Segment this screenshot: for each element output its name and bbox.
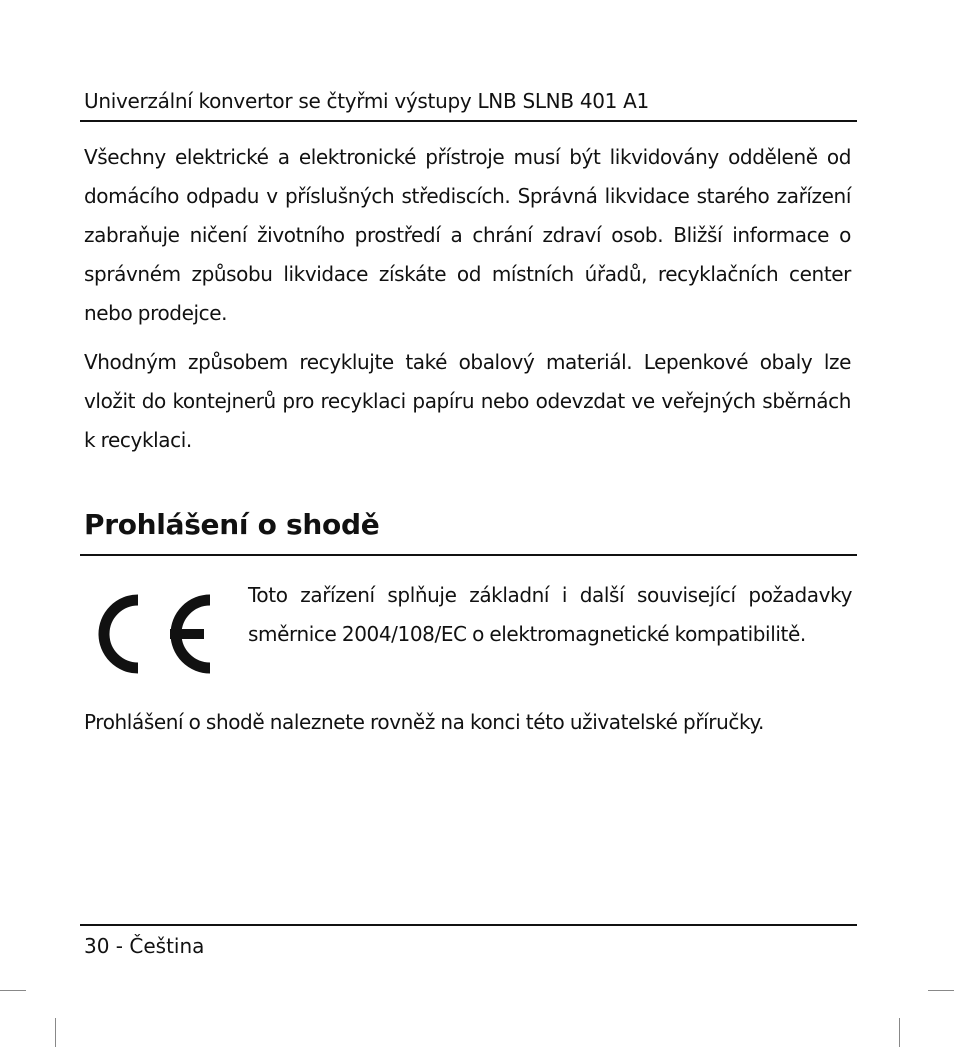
footer-page-label: 30 - Čeština — [84, 934, 205, 958]
header-rule — [80, 120, 857, 122]
conformity-closing-text: Prohlášení o shodě naleznete rovněž na konci této uživatelské příručky. — [84, 710, 765, 734]
disposal-paragraph-2: Vhodným způsobem recyklujte také obalový materiál. Lepenkové obaly lze vložit do kontejnerů pro recyklaci papíru nebo odevzdat ve veřejných sběrnách k recyklaci. — [84, 350, 851, 452]
ce-compliance-text: Toto zařízení splňuje základní i další související požadavky směrnice 2004/108/EC o elektromagnetické kompatibilitě. — [248, 583, 852, 646]
ce-mark-icon — [86, 588, 216, 680]
crop-mark-left-horizontal — [0, 990, 26, 991]
footer-rule — [80, 924, 857, 926]
section-rule — [80, 554, 857, 556]
section-heading: Prohlášení o shodě — [84, 508, 380, 541]
crop-mark-right-vertical — [899, 1018, 900, 1047]
crop-mark-right-horizontal — [928, 990, 954, 991]
header-title: Univerzální konvertor se čtyřmi výstupy LNB SLNB 401 A1 — [84, 89, 649, 113]
crop-mark-left-vertical — [55, 1018, 56, 1047]
disposal-paragraph-1: Všechny elektrické a elektronické přístroje musí být likvidovány odděleně od domácího odpadu v příslušných střediscích. Správná likvidace starého zařízení zabraňuje ničení životního prostředí a chrání zdraví osob. Bližší informace o správném způsobu likvidace získáte od místních úřadů, recyklačních center nebo prodejce. — [84, 145, 851, 325]
